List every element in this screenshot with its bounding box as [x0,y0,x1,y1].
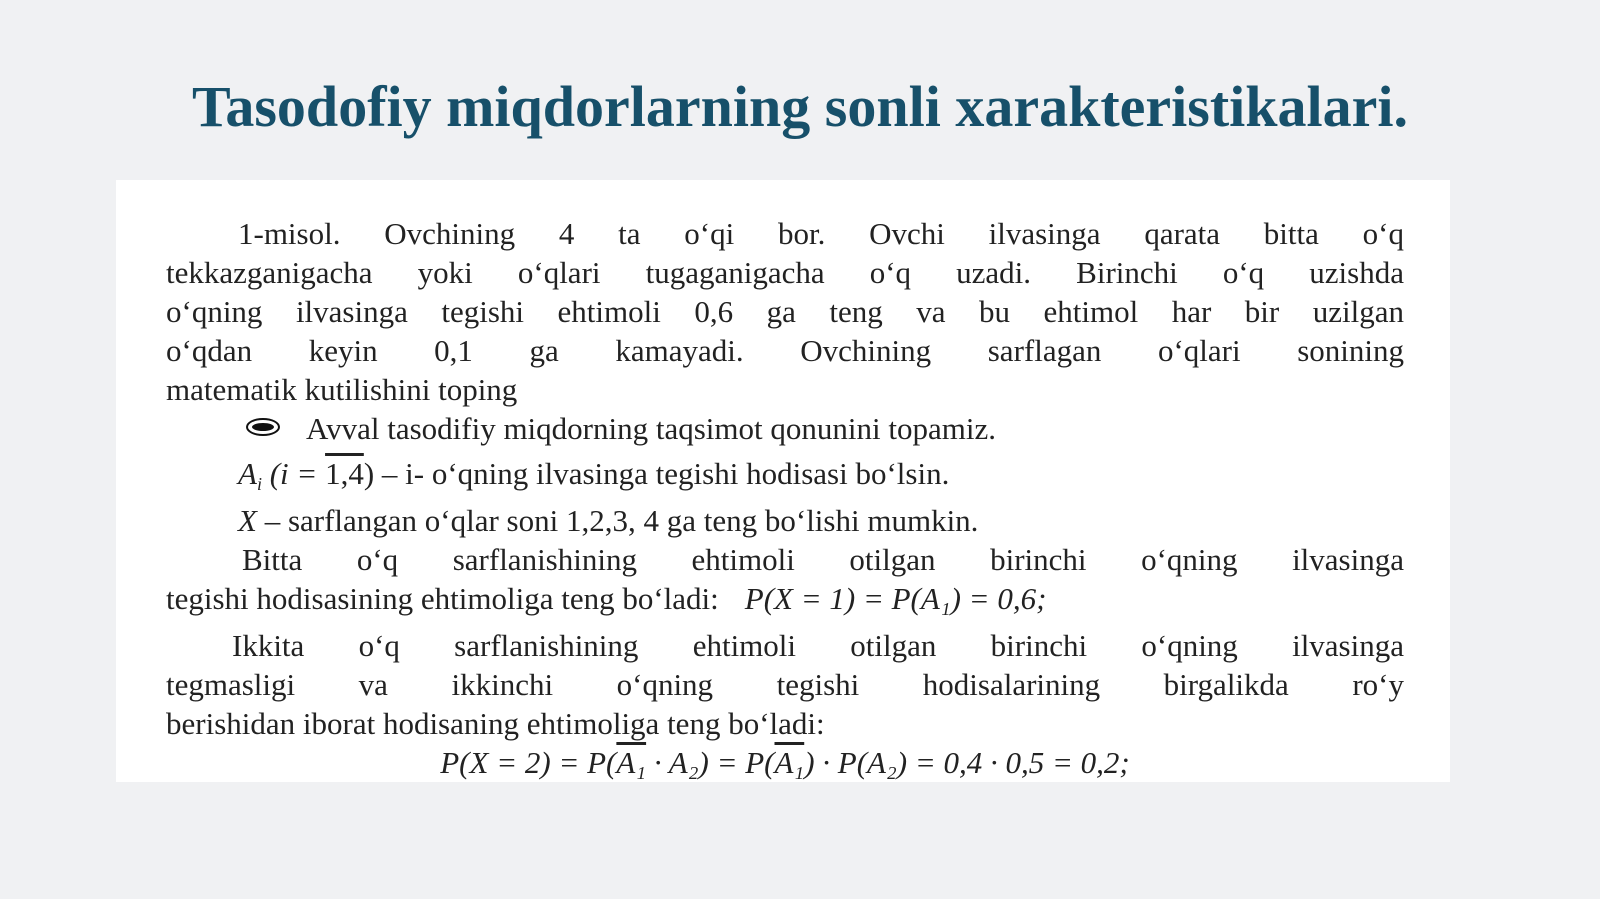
problem-line-3: o‘qning ilvasinga tegishi ehtimoli 0,6 ga teng va bu ehtimol har bir uzilgan [166,294,1404,329]
p1-line-1: Bitta o‘q sarflanishining ehtimoli otilgan birinchi o‘qning ilvasinga [242,542,1404,577]
event-range-bar: 1,4 [325,456,364,491]
eye-bullet-icon [246,418,284,440]
problem-line-1: 1-misol. Ovchining 4 ta o‘qi bor. Ovchi ilvasinga qarata bitta o‘q [238,216,1404,251]
p1-formula: P(X = 1) = P(A₁) = 0,6; [744,581,1047,616]
variable-text: – sarflangan o‘qlar soni 1,2,3, 4 ga teng bo‘lishi mumkin. [256,503,979,538]
p2-line-3: berishidan iborat hodisaning ehtimoliga teng bo‘ladi: [166,706,825,741]
event-range-prefix: (i = [269,456,326,491]
event-definition [166,454,1404,493]
solution-intro [166,409,1404,448]
event-symbol: A [238,456,257,491]
p1-line-2 [166,579,1404,618]
slide-title: Tasodofiy miqdorlarning sonli xarakteristikalari. [192,74,1408,139]
p2-formula-bar-2: A₁ [774,745,805,780]
variable-symbol: X [238,503,257,538]
problem-line-2: tekkazganigacha yoki o‘qlari tugaganigacha o‘q uzadi. Birinchi o‘q uzishda [166,255,1404,290]
example-content-card [116,180,1450,782]
p2-line-2: tegmasligi va ikkinchi o‘qning tegishi hodisalarining birgalikda ro‘y [166,667,1404,702]
p1-line-2-text: tegishi hodisasining ehtimoliga teng bo‘ladi: [166,581,719,616]
p2-formula-part-a: P(X = 2) = P( [440,745,617,780]
p2-formula [166,743,1404,782]
p2-formula-part-c: ) · P(A₂) = 0,4 · 0,5 = 0,2; [804,745,1130,780]
event-subscript: i [256,474,262,494]
event-text: – i- o‘qning ilvasinga tegishi hodisasi bo‘lsin. [374,456,950,491]
problem-line-5: matematik kutilishini toping [166,372,518,407]
p2-formula-part-b: · A₂) = P( [646,745,775,780]
event-range-suffix: ) [363,456,375,491]
p2-formula-bar-1: A₁ [616,745,647,780]
problem-line-4: o‘qdan keyin 0,1 ga kamayadi. Ovchining sarflagan o‘qlari sonining [166,333,1404,368]
p2-line-1: Ikkita o‘q sarflanishining ehtimoli otilgan birinchi o‘qning ilvasinga [232,628,1404,663]
variable-definition [166,501,1404,540]
solution-intro-text: Avval tasodifiy miqdorning taqsimot qonunini topamiz. [306,411,996,446]
